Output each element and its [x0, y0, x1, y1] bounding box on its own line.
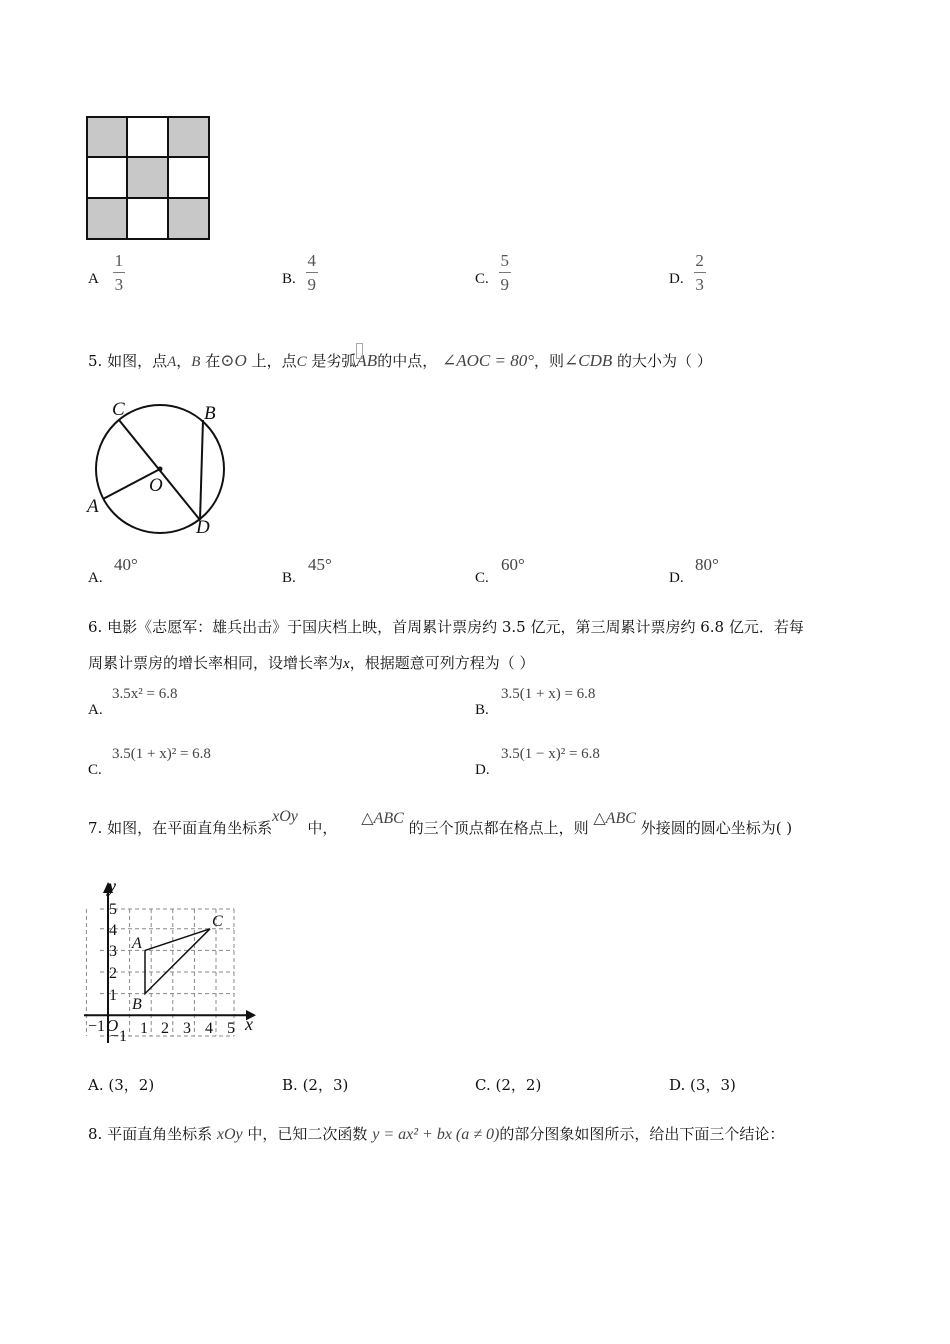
- option-label: B.: [282, 570, 296, 586]
- y-tick: 3: [109, 943, 117, 960]
- option-label: A.: [88, 702, 103, 718]
- label-b: B: [204, 403, 216, 424]
- x-tick: 2: [161, 1020, 169, 1037]
- option-value: 3.5x² = 6.8: [112, 686, 178, 702]
- q4-option-a[interactable]: [88, 252, 125, 293]
- origin-label: O: [106, 1016, 119, 1035]
- q7-option-b[interactable]: [282, 1073, 348, 1097]
- option-value: 60°: [501, 555, 525, 574]
- option-value: (3，2): [108, 1076, 155, 1094]
- x-tick: 1: [140, 1020, 148, 1037]
- x-tick: 4: [205, 1020, 213, 1037]
- option-label: D.: [669, 271, 684, 287]
- option-value: (2，3): [302, 1076, 349, 1094]
- option-label: B.: [282, 1076, 298, 1094]
- q4-grid-figure: [86, 116, 212, 241]
- y-tick: 1: [109, 987, 117, 1004]
- option-label: D.: [669, 570, 684, 586]
- y-tick: 5: [109, 901, 117, 918]
- option-value: 3.5(1 + x) = 6.8: [501, 686, 596, 702]
- label-c: C: [112, 399, 125, 420]
- option-label: C.: [475, 1076, 491, 1094]
- y-tick: 4: [109, 922, 117, 939]
- option-value: (2，2): [495, 1076, 542, 1094]
- option-label: B.: [475, 702, 489, 718]
- q5-circle-figure: [80, 396, 240, 541]
- x-tick: 5: [227, 1020, 235, 1037]
- option-value: (3，3): [690, 1076, 736, 1094]
- option-label: C.: [475, 271, 489, 287]
- label-a: A: [87, 496, 99, 517]
- fraction: $\frac{1}{3}$: [114, 251, 124, 294]
- neg-tick-y: −1: [110, 1028, 128, 1045]
- label-o: O: [149, 475, 163, 496]
- q6-stem-line1: 6. 电影《志愿军：雄兵出击》于国庆档上映，首周累计票房约 3.5 亿元，第三周累计票房约 6.8 亿元．若每: [88, 618, 804, 636]
- option-value: 3.5(1 + x)² = 6.8: [112, 746, 211, 762]
- q4-option-d[interactable]: [669, 252, 706, 293]
- option-label: C.: [88, 762, 102, 778]
- q5-stem: 5. 如图，点A，B 在⊙O 上，点C 是劣弧 AB的中点， ∠AOC = 80°，则∠CDB 的大小为（ ）: [88, 347, 712, 374]
- q7-option-a[interactable]: [88, 1073, 154, 1097]
- option-label: D.: [475, 762, 490, 778]
- option-value: 45°: [308, 555, 332, 574]
- y-tick: 2: [109, 965, 117, 982]
- option-label: C.: [475, 570, 489, 586]
- q7-stem: 7. 如图，在平面直角坐标系xOy 中， △ABC 的三个顶点都在格点上，则 △ABC 外接圆的圆心坐标为( ): [88, 808, 793, 837]
- option-value: 40°: [114, 555, 138, 574]
- q4-option-b[interactable]: [282, 252, 318, 293]
- option-value: 3.5(1 − x)² = 6.8: [501, 746, 600, 762]
- q4-option-c[interactable]: [475, 252, 511, 293]
- option-value: 80°: [695, 555, 719, 574]
- axis-y-label: y: [108, 878, 116, 896]
- q7-option-c[interactable]: [475, 1073, 541, 1097]
- point-c-label: C: [212, 913, 223, 930]
- option-label: D.: [669, 1076, 686, 1094]
- fraction: $\frac{4}{9}$: [307, 251, 317, 294]
- q7-option-d[interactable]: [669, 1073, 736, 1097]
- q8-stem: 8. 平面直角坐标系 xOy 中，已知二次函数 y = ax² + bx (a ≠ 0)的部分图象如图所示，给出下面三个结论：: [88, 1125, 785, 1143]
- x-tick: 3: [183, 1020, 191, 1037]
- fraction: $\frac{2}{3}$: [695, 251, 704, 294]
- fraction: $\frac{5}{9}$: [500, 251, 510, 294]
- option-label: A.: [88, 1076, 104, 1094]
- axis-x-label: x: [245, 1014, 253, 1034]
- point-a-label: A: [132, 935, 142, 952]
- label-d: D: [196, 517, 210, 538]
- option-label: B.: [282, 271, 296, 287]
- q6-stem-line2: 周累计票房的增长率相同，设增长率为x，根据题意可列方程为（ ）: [88, 654, 535, 672]
- option-label: A: [88, 271, 99, 287]
- q7-coordinate-figure: [84, 878, 264, 1048]
- neg-tick-x: −1: [88, 1018, 106, 1035]
- option-label: A.: [88, 570, 103, 586]
- point-b-label: B: [132, 996, 142, 1013]
